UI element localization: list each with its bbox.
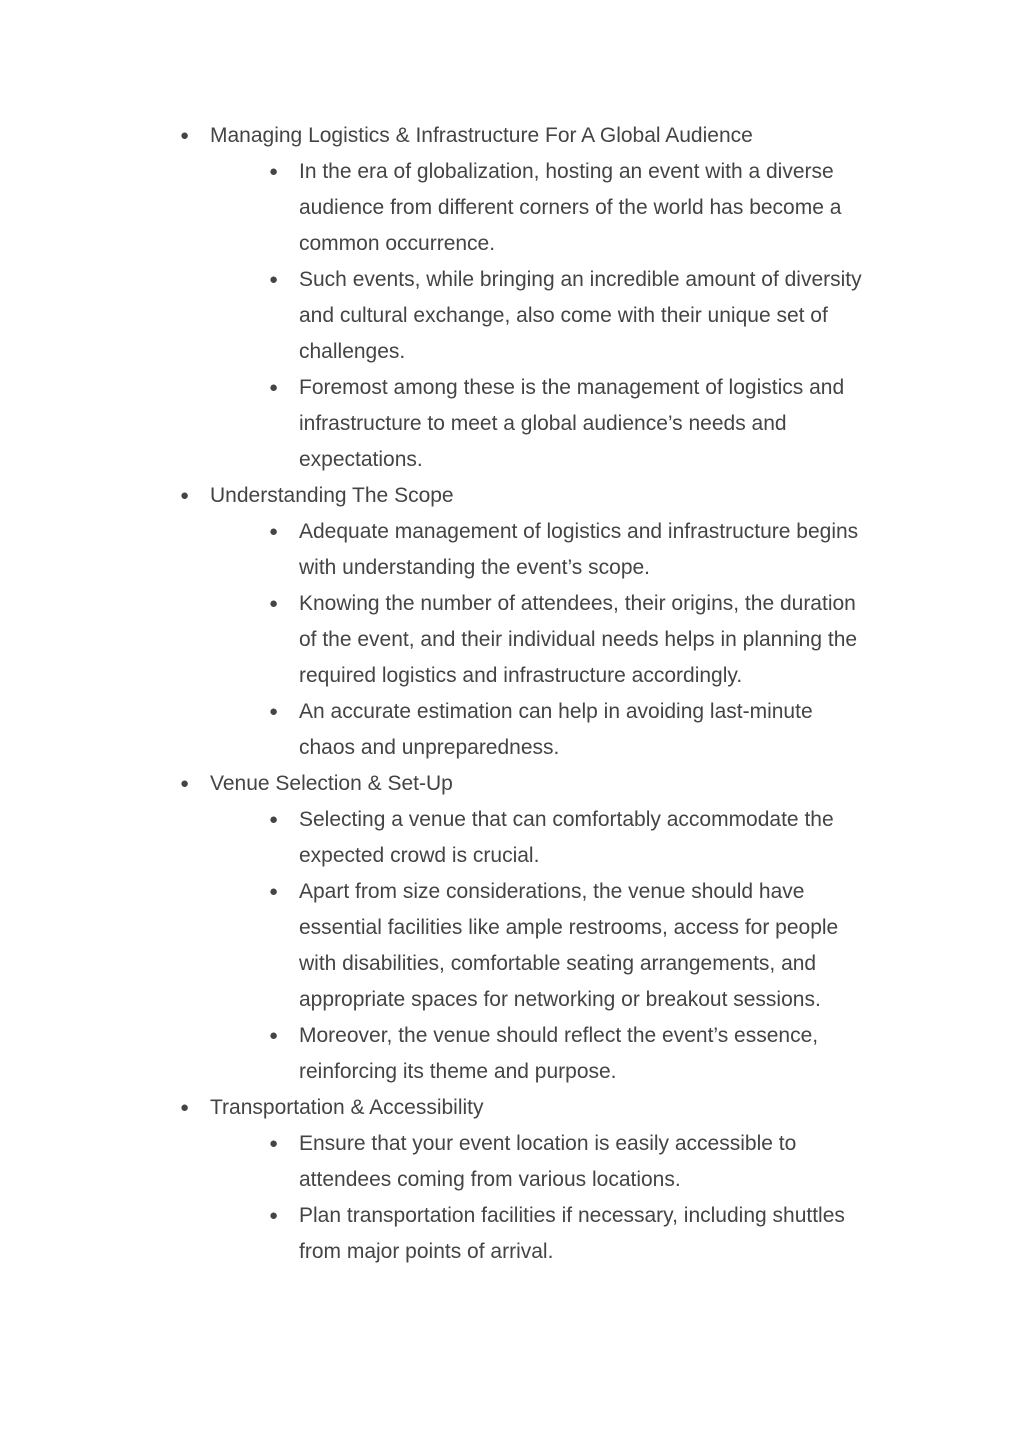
line-text: Foremost among these is the management of logistics and xyxy=(299,376,845,399)
bullet-icon: ● xyxy=(180,775,190,792)
heading-text: Venue Selection & Set-Up xyxy=(210,772,453,795)
line-text: with understanding the event’s scope. xyxy=(299,556,651,579)
list-item-heading xyxy=(0,1090,1024,1126)
line-text: and cultural exchange, also come with their unique set of xyxy=(299,304,828,327)
line-text: appropriate spaces for networking or breakout sessions. xyxy=(299,988,821,1011)
bullet-icon: ● xyxy=(269,703,279,720)
sub-list-item xyxy=(0,586,1024,694)
line-text: attendees coming from various locations. xyxy=(299,1168,681,1191)
sub-list-item xyxy=(0,694,1024,766)
bullet-icon: ● xyxy=(269,379,279,396)
heading-text: Managing Logistics & Infrastructure For A Global Audience xyxy=(210,124,753,147)
text-line xyxy=(0,730,1024,766)
text-line xyxy=(0,370,1024,406)
line-text: audience from different corners of the world has become a xyxy=(299,196,842,219)
text-line xyxy=(0,298,1024,334)
bullet-icon: ● xyxy=(269,811,279,828)
heading-text: Transportation & Accessibility xyxy=(210,1096,484,1119)
bullet-icon: ● xyxy=(269,883,279,900)
line-text: expectations. xyxy=(299,448,423,471)
line-text: Apart from size considerations, the venue should have xyxy=(299,880,805,903)
sub-list-item xyxy=(0,1198,1024,1270)
sub-list-item xyxy=(0,262,1024,370)
bullet-icon: ● xyxy=(269,271,279,288)
line-text: reinforcing its theme and purpose. xyxy=(299,1060,617,1083)
sub-list-item xyxy=(0,370,1024,478)
sub-list-item xyxy=(0,154,1024,262)
sub-list-item xyxy=(0,1018,1024,1090)
list-item-heading xyxy=(0,478,1024,514)
sub-list-item xyxy=(0,514,1024,586)
sub-list-item xyxy=(0,874,1024,1018)
text-line xyxy=(0,1018,1024,1054)
line-text: Plan transportation facilities if necessary, including shuttles xyxy=(299,1204,845,1227)
text-line xyxy=(0,874,1024,910)
bullet-icon: ● xyxy=(180,487,190,504)
text-line xyxy=(0,1234,1024,1270)
bullet-icon: ● xyxy=(269,1207,279,1224)
bullet-icon: ● xyxy=(180,127,190,144)
text-line xyxy=(0,658,1024,694)
text-line xyxy=(0,442,1024,478)
text-line xyxy=(0,226,1024,262)
section-transportation xyxy=(0,1090,1024,1270)
text-line xyxy=(0,946,1024,982)
sub-list-item xyxy=(0,1126,1024,1198)
line-text: Ensure that your event location is easily accessible to xyxy=(299,1132,797,1155)
bullet-icon: ● xyxy=(269,163,279,180)
line-text: In the era of globalization, hosting an event with a diverse xyxy=(299,160,834,183)
section-logistics xyxy=(0,118,1024,478)
text-line xyxy=(0,982,1024,1018)
text-line xyxy=(0,1162,1024,1198)
line-text: from major points of arrival. xyxy=(299,1240,554,1263)
text-line xyxy=(0,190,1024,226)
text-line xyxy=(0,154,1024,190)
line-text: Moreover, the venue should reflect the event’s essence, xyxy=(299,1024,819,1047)
line-text: Knowing the number of attendees, their origins, the duration xyxy=(299,592,856,615)
line-text: Selecting a venue that can comfortably accommodate the xyxy=(299,808,834,831)
line-text: of the event, and their individual needs helps in planning the xyxy=(299,628,858,651)
line-text: Such events, while bringing an incredible amount of diversity xyxy=(299,268,862,291)
bullet-icon: ● xyxy=(269,1135,279,1152)
section-venue xyxy=(0,766,1024,1090)
line-text: expected crowd is crucial. xyxy=(299,844,540,867)
line-text: An accurate estimation can help in avoiding last-minute xyxy=(299,700,813,723)
text-line xyxy=(0,1198,1024,1234)
line-text: chaos and unpreparedness. xyxy=(299,736,560,759)
line-text: with disabilities, comfortable seating arrangements, and xyxy=(299,952,817,975)
text-line xyxy=(0,622,1024,658)
line-text: challenges. xyxy=(299,340,406,363)
line-text: infrastructure to meet a global audience’s needs and xyxy=(299,412,787,435)
list-item-heading xyxy=(0,118,1024,154)
line-text: essential facilities like ample restrooms, access for people xyxy=(299,916,839,939)
line-text: common occurrence. xyxy=(299,232,496,255)
text-line xyxy=(0,334,1024,370)
text-line xyxy=(0,406,1024,442)
text-line xyxy=(0,694,1024,730)
text-line xyxy=(0,514,1024,550)
sub-list-item xyxy=(0,802,1024,874)
heading-text: Understanding The Scope xyxy=(210,484,454,507)
bullet-icon: ● xyxy=(269,1027,279,1044)
text-line xyxy=(0,550,1024,586)
document-page xyxy=(0,118,1024,1270)
list-item-heading xyxy=(0,766,1024,802)
bullet-icon: ● xyxy=(269,595,279,612)
text-line xyxy=(0,910,1024,946)
text-line xyxy=(0,586,1024,622)
text-line xyxy=(0,1054,1024,1090)
section-scope xyxy=(0,478,1024,766)
text-line xyxy=(0,838,1024,874)
line-text: Adequate management of logistics and infrastructure begins xyxy=(299,520,859,543)
text-line xyxy=(0,1126,1024,1162)
bullet-icon: ● xyxy=(180,1099,190,1116)
text-line xyxy=(0,262,1024,298)
text-line xyxy=(0,802,1024,838)
line-text: required logistics and infrastructure accordingly. xyxy=(299,664,743,687)
bullet-icon: ● xyxy=(269,523,279,540)
